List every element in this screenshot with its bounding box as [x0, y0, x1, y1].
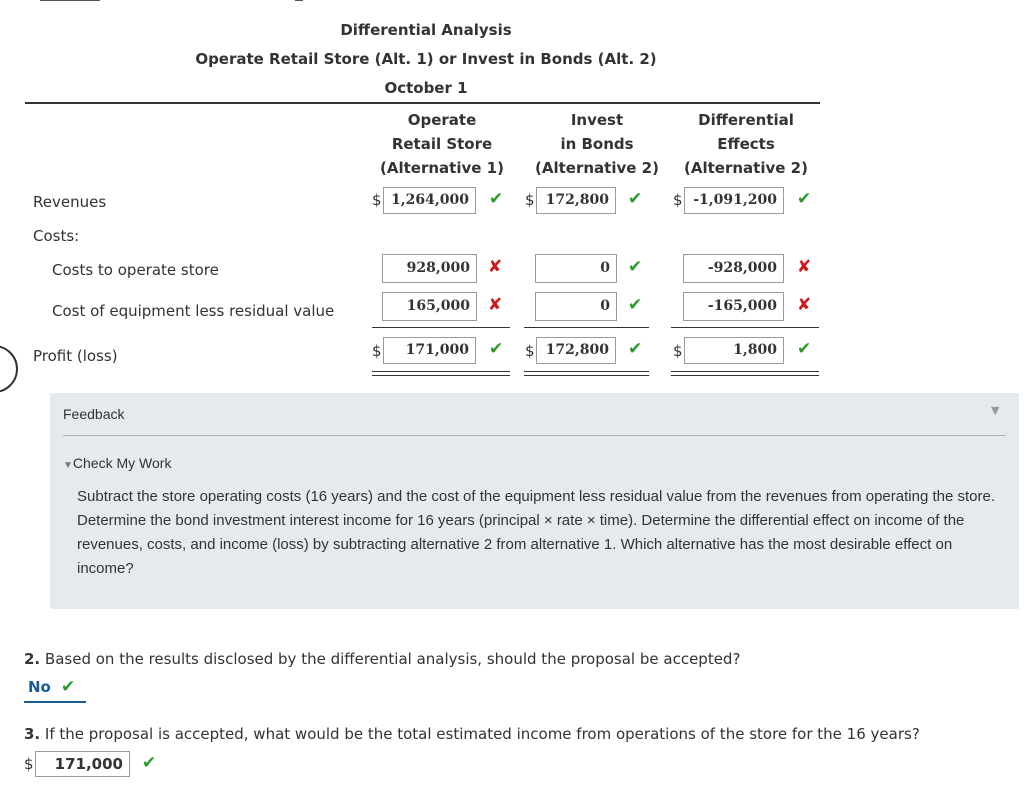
report-subtitle: Operate Retail Store (Alt. 1) or Invest in Bonds (Alt. 2) — [195, 50, 657, 68]
check-icon: ✔ — [628, 339, 643, 359]
subtotal-rule-alt2 — [524, 327, 649, 328]
top-cutoff-rule-right — [295, 0, 303, 1]
column-header-diff-line2: Effects — [717, 135, 775, 153]
column-header-alt1-line3: (Alternative 1) — [380, 159, 504, 177]
x-icon: ✘ — [488, 295, 503, 315]
profit-diff-input[interactable]: 1,800 — [684, 337, 784, 364]
cost-equipment-alt2-input[interactable]: 0 — [535, 292, 617, 321]
profit-alt1-input[interactable]: 171,000 — [383, 337, 476, 364]
column-header-alt2 — [522, 108, 672, 180]
column-header-alt2-line2: in Bonds — [560, 135, 634, 153]
report-date: October 1 — [384, 79, 468, 97]
question-3-text: If the proposal is accepted, what would be the total estimated income from operations of the store for the 16 years? — [44, 725, 920, 743]
report-title: Differential Analysis — [340, 21, 512, 39]
cost-equipment-alt1-input[interactable]: 165,000 — [382, 292, 477, 321]
costs-operate-diff-input[interactable]: -928,000 — [683, 254, 784, 283]
dollar-sign: $ — [525, 342, 535, 360]
dollar-sign: $ — [372, 342, 382, 360]
subtotal-rule-alt1 — [372, 327, 510, 328]
feedback-text: Subtract the store operating costs (16 years) and the cost of the equipment less residual value from the revenues from operating the store. Determine the bond investment interest income for 16 years (principal × rate × time). Determine the differential effect on income of the revenues, costs, and income (loss) by subtracting alternative 2 from alternative 1. Which alternative has the most desirable effect on income? — [77, 488, 995, 577]
profit-alt2-input[interactable]: 172,800 — [536, 337, 616, 364]
revenues-alt1-input[interactable]: 1,264,000 — [383, 187, 476, 214]
column-header-alt1-line1: Operate — [407, 111, 477, 129]
column-header-diff — [676, 108, 816, 180]
dollar-sign: $ — [673, 342, 683, 360]
x-icon: ✘ — [797, 295, 812, 315]
row-label-revenues: Revenues — [33, 193, 107, 211]
check-icon: ✔ — [61, 677, 76, 697]
question-2-answer-value: No — [28, 678, 51, 696]
check-icon: ✔ — [797, 339, 812, 359]
dollar-sign: $ — [673, 191, 683, 209]
revenues-alt2-input[interactable]: 172,800 — [536, 187, 616, 214]
feedback-panel — [50, 393, 1019, 609]
column-header-alt2-line1: Invest — [570, 111, 624, 129]
row-label-cost-equipment: Cost of equipment less residual value — [52, 302, 335, 320]
row-label-costs-operate: Costs to operate store — [52, 261, 219, 279]
costs-operate-alt2-input[interactable]: 0 — [535, 254, 617, 283]
question-3 — [24, 725, 920, 743]
check-icon: ✔ — [489, 189, 504, 209]
top-cutoff-rule-left — [40, 0, 100, 1]
cost-equipment-diff-input[interactable]: -165,000 — [683, 292, 784, 321]
column-header-diff-line1: Differential — [698, 111, 794, 129]
double-rule-diff — [671, 371, 819, 376]
x-icon: ✘ — [797, 257, 812, 277]
column-header-alt1 — [372, 108, 512, 180]
column-header-alt2-line3: (Alternative 2) — [535, 159, 659, 177]
header-rule — [25, 102, 820, 104]
dollar-sign: $ — [372, 191, 382, 209]
dollar-sign: $ — [24, 755, 34, 773]
check-my-work-toggle[interactable] — [63, 455, 171, 471]
check-icon: ✔ — [142, 753, 157, 773]
check-icon: ✔ — [797, 189, 812, 209]
double-rule-alt2 — [524, 371, 649, 376]
feedback-title[interactable]: Feedback — [63, 406, 125, 422]
x-icon: ✘ — [488, 257, 503, 277]
check-icon: ✔ — [628, 257, 643, 277]
row-label-profit: Profit (loss) — [33, 347, 118, 365]
question-3-answer-input[interactable]: 171,000 — [35, 751, 130, 777]
feedback-collapse-icon[interactable]: ▼ — [991, 404, 1000, 417]
column-header-alt1-line2: Retail Store — [391, 135, 493, 153]
double-rule-alt1 — [372, 371, 510, 376]
question-2-number: 2. — [24, 650, 41, 668]
question-2-text: Based on the results disclosed by the differential analysis, should the proposal be accepted? — [44, 650, 741, 668]
row-label-costs: Costs: — [33, 227, 80, 245]
check-icon: ✔ — [489, 339, 504, 359]
question-2 — [24, 650, 740, 668]
question-3-number: 3. — [24, 725, 41, 743]
check-icon: ✔ — [628, 295, 643, 315]
column-header-diff-line3: (Alternative 2) — [684, 159, 808, 177]
subtotal-rule-diff — [671, 327, 819, 328]
revenues-diff-input[interactable]: -1,091,200 — [684, 187, 784, 214]
check-my-work-label: Check My Work — [72, 455, 172, 471]
triangle-down-icon: ▼ — [63, 460, 73, 471]
costs-operate-alt1-input[interactable]: 928,000 — [382, 254, 477, 283]
dollar-sign: $ — [525, 191, 535, 209]
question-2-answer[interactable] — [24, 677, 86, 703]
feedback-divider — [63, 435, 1006, 436]
check-icon: ✔ — [628, 189, 643, 209]
side-circle-fragment — [0, 345, 18, 393]
